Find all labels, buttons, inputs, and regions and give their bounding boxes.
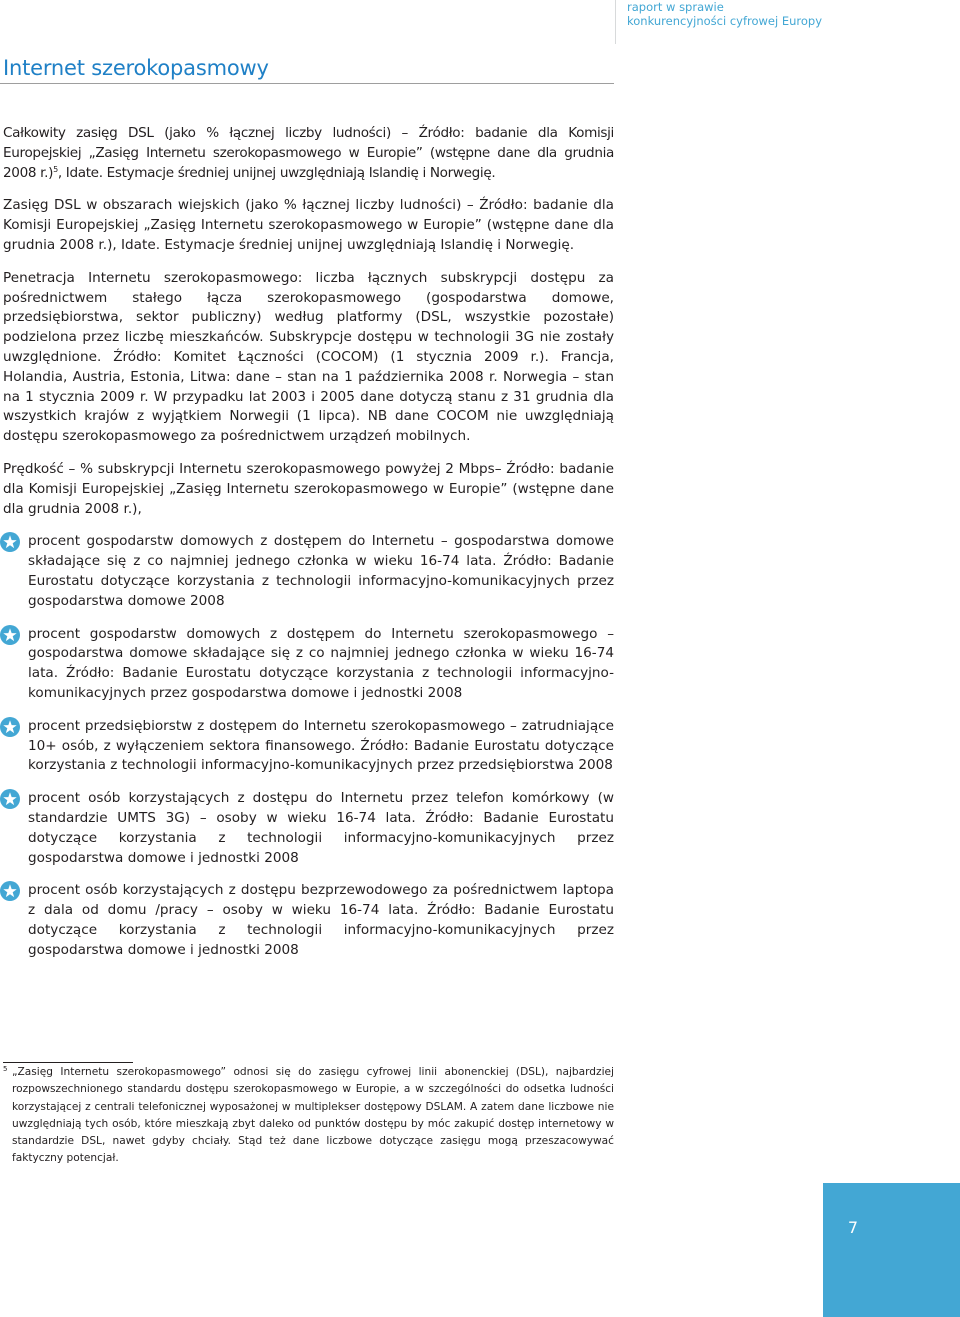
paragraph-speed: Prędkość – % subskrypcji Internetu szerokopasmowego powyżej 2 Mbps– Źródło: badanie dla Komisji Europejskiej „Zasięg Internetu szerokopasmowego w Europie” (wstępne dane dla grudnia 2008 r.), <box>3 460 614 517</box>
paragraph-dsl-rural: Zasięg DSL w obszarach wiejskich (jako % łącznej liczby ludności) – Źródło: badanie dla Komisji Europejskiej „Zasięg Internetu szerokopasmowego w Europie” (wstępne dane dla grudnia 2008 r.), Idate. Estymacje średniej unijnej uwzględniają Islandię i Norwegię. <box>3 197 614 253</box>
footnote-text: „Zasięg Internetu szerokopasmowego” odnosi się do zasięgu cyfrowej linii abonenckiej (DSL), najbardziej rozpowszechnionego standardu dostępu szerokopasmowego w Europie, a w szczególności do odsetka ludności korzystającej z centrali telefonicznej wyposażonej w multiplekser dostępowy DSLAM. A zatem dane liczbowe nie uwzględniają tych osób, które mieszkają zbyt daleko od punktów dostępu by móc zakupić dostęp internetowy w standardzie DSL, nawet gdyby chciały. Stąd też dane liczbowe dotyczące zasięgu mogą przeszacowywać faktyczny potencjał. <box>12 1066 614 1165</box>
star-in-circle-icon <box>0 789 20 809</box>
list-item <box>3 532 614 611</box>
page-number-box <box>823 1183 960 1317</box>
star-in-circle-icon <box>0 717 20 737</box>
list-item <box>3 789 614 868</box>
paragraph-broadband-penetration: Penetracja Internetu szerokopasmowego: liczba łącznych subskrypcji dostępu za pośrednictwem stałego łącza szerokopasmowego (gospodarstwa domowe, przedsiębiorstwa, sektor publiczny) według platformy (DSL, wszystkie pozostałe) podzielona przez liczbę mieszkańców. Subskrypcje dostępu w technologii 3G nie zostały uwzględnione. Źródło: Komitet Łączności (COCOM) (1 stycznia 2009 r.). Francja, Holandia, Austria, Estonia, Litwa: dane – stan na 1 października 2008 r. Norwegia – stan na 1 stycznia 2009 r. W przypadku lat 2003 i 2005 dane dotyczą stanu z 31 grudnia dla wszystkich krajów z wyjątkiem Norwegii (1 lipca). NB dane COCOM nie uwzględniają dostępu szerokopasmowego za pośrednictwem urządzeń mobilnych. <box>3 269 614 445</box>
indicator-list <box>3 532 614 960</box>
paragraph-dsl-coverage-tail: , Idate. Estymacje średniej unijnej uwzględniają Islandię i Norwegię. <box>57 164 496 181</box>
list-item-text: procent przedsiębiorstw z dostępem do Internetu szerokopasmowego – zatrudniające 10+ osób, z wyłączeniem sektora finansowego. Źródło: Badanie Eurostatu dotyczące korzystania z technologii informacyjno-komunikacyjnych przez przedsiębiorstwa 2008 <box>28 717 614 774</box>
list-item-text: procent osób korzystających z dostępu bezprzewodowego za pośrednictwem laptopa z dala od domu /pracy – osoby w wieku 16-74 lata. Źródło: Badanie Eurostatu dotyczące korzystania z technologii informacyjno-komunikacyjnych przez gospodarstwa domowe i jednostki 2008 <box>28 882 614 958</box>
list-item <box>3 625 614 704</box>
header-divider <box>615 0 616 44</box>
title-rule <box>0 83 614 84</box>
star-in-circle-icon <box>0 532 20 552</box>
page-title: Internet szerokopasmowy <box>3 56 269 80</box>
running-header <box>627 0 822 28</box>
page-number: 7 <box>847 1218 859 1237</box>
star-in-circle-icon <box>0 881 20 901</box>
list-item <box>3 881 614 960</box>
footnote <box>3 1064 614 1168</box>
running-header-line-2: konkurencyjności cyfrowej Europy <box>627 14 823 28</box>
footnote-marker: 5 <box>3 1065 8 1073</box>
list-item-text: procent gospodarstw domowych z dostępem do Internetu – gospodarstwa domowe składające się z co najmniej jednego członka w wieku 16-74 lata. Źródło: Badanie Eurostatu dotyczące korzystania z technologii informacyjno-komunikacyjnych przez gospodarstwa domowe 2008 <box>28 533 614 609</box>
footnote-rule <box>3 1062 133 1063</box>
paragraph-dsl-coverage-text: Całkowity zasięg DSL (jako % łącznej liczby ludności) – Źródło: badanie dla Komisji Europejskiej „Zasięg Internetu szerokopasmowego w Europie” (wstępne dane dla grudnia 2008 r.) <box>3 125 614 181</box>
paragraph-dsl-coverage <box>3 124 614 183</box>
running-header-line-1: raport w sprawie <box>627 0 724 14</box>
list-item <box>3 717 614 776</box>
star-in-circle-icon <box>0 625 20 645</box>
list-item-text: procent osób korzystających z dostępu do Internetu przez telefon komórkowy (w standardzie UMTS 3G) – osoby w wieku 16-74 lata. Źródło: Badanie Eurostatu dotyczące korzystania z technologii informacyjno-komunikacyjnych przez gospodarstwa domowe i jednostki 2008 <box>28 790 614 866</box>
list-item-text: procent gospodarstw domowych z dostępem do Internetu szerokopasmowego – gospodarstwa domowe składające się z co najmniej jednego członka w wieku 16-74 lata. Źródło: Badanie Eurostatu dotyczące korzystania z technologii informacyjno-komunikacyjnych przez gospodarstwa domowe i jednostki 2008 <box>28 625 614 701</box>
main-content <box>3 124 614 973</box>
footnote-reference[interactable]: 5 <box>53 164 58 174</box>
